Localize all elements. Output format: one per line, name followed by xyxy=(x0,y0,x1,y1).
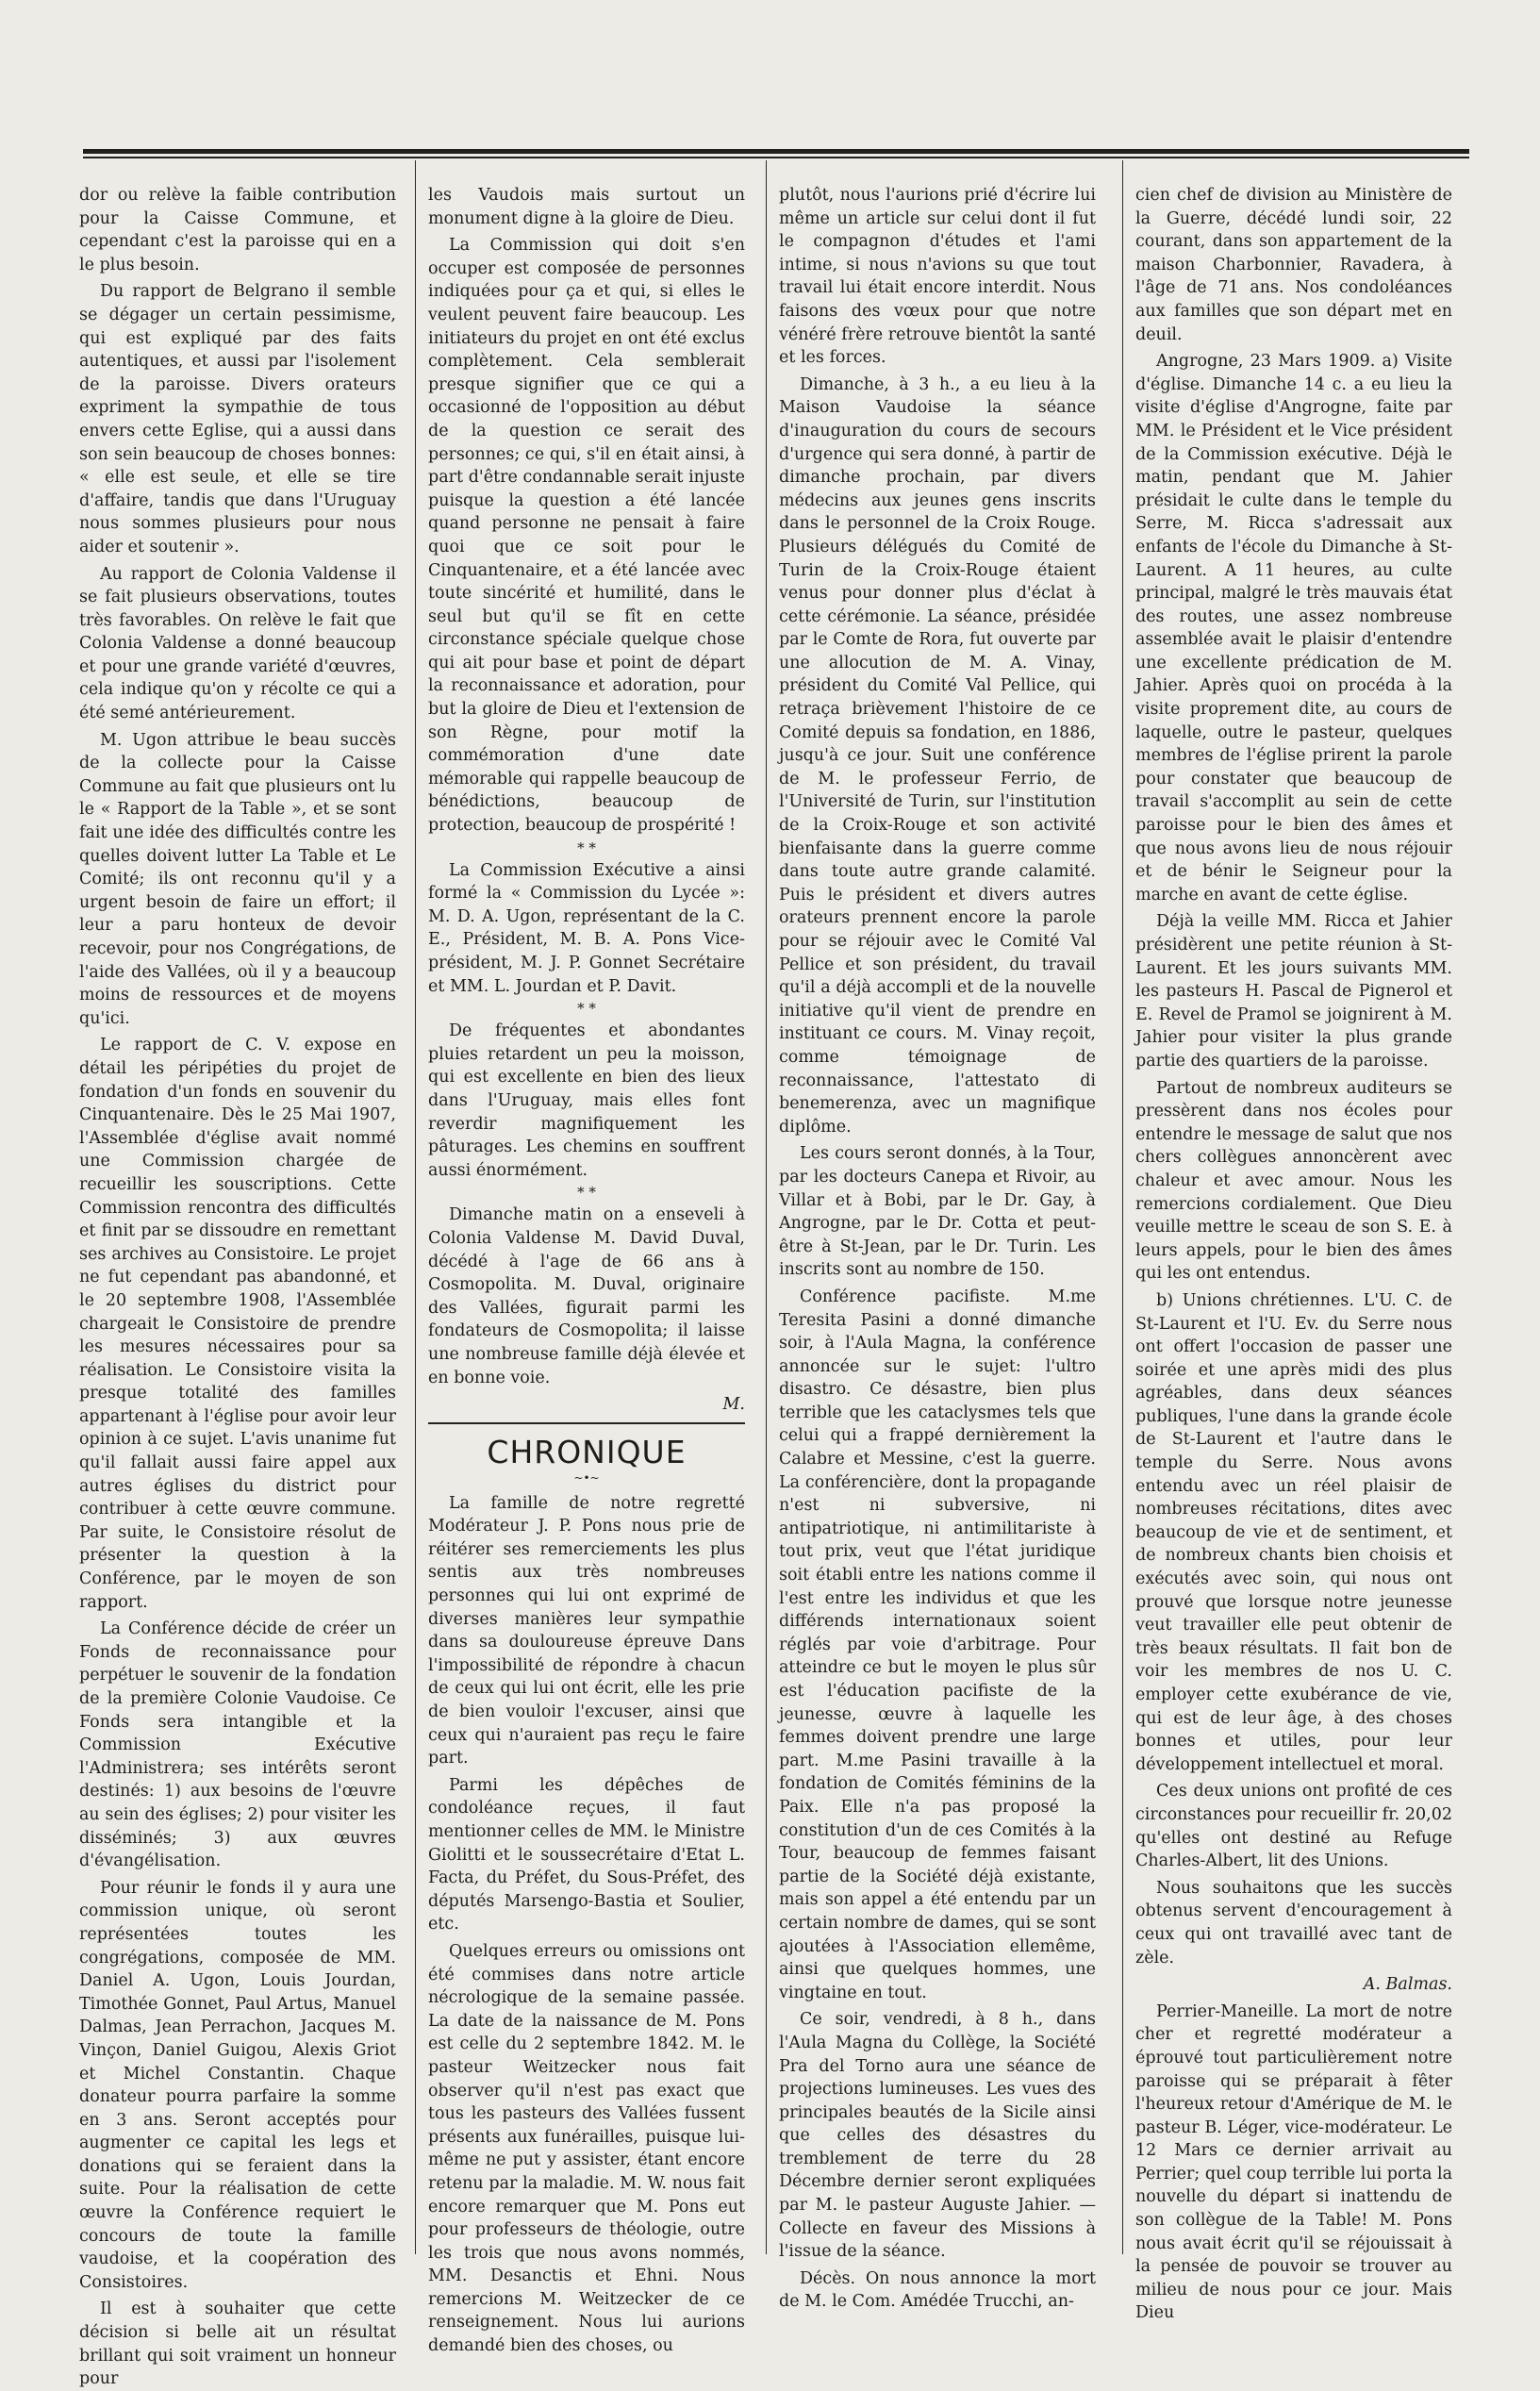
paragraph: De fréquentes et abondantes pluies retardent un peu la moisson, qui est excellente en bien des lieux dans l'Uruguay, mais elles font reverdir magnifiquement les pâturages. Les chemins en souffrent aussi énormément. xyxy=(428,1021,745,1180)
paragraph: Déjà la veille MM. Ricca et Jahier présidèrent une petite réunion à St-Laurent. Et les jours suivants MM. les pasteurs H. Pascal de Pignerol et E. Revel de Pramol se joignirent à M. Jahier pour visiter la plus grande partie des quartiers de la paroisse. xyxy=(1135,912,1452,1071)
section-heading: CHRONIQUE xyxy=(487,1433,687,1470)
paragraph: b) Unions chrétiennes. L'U. C. de St-Laurent et l'U. Ev. du Serre nous ont offert l'occasion de passer une soirée et une après midi des plus agréables, dans deux séances publiques, l'une dans la grande école de St-Laurent et l'autre dans le temple du Serre. Nous avons entendu avec un réel plaisir de nombreuses récitations, dites avec beaucoup de vie et de sentiment, et de nombreux chants bien choisis et exécutés avec soin, qui nous ont prouvé que lorsque notre jeunesse veut travailler elle peut obtenir de très beaux résultats. Il fait bon de voir les membres de nos U. C. employer cette exubérance de vie, qui est de leur âge, à des choses bonnes et utiles, pour leur développement intellectuel et moral. xyxy=(1135,1290,1452,1774)
separator-stars: * * xyxy=(577,1184,596,1202)
paragraph: Conférence pacifiste. M.me Teresita Pasini a donné dimanche soir, à l'Aula Magna, la conférence annoncée sur le sujet: l'ultro disastro. Ce désastre, bien plus terrible que les cataclysmes tels que celui qui a frappé dernièrement la Calabre et Messine, c'est la guerre. La conférencière, dont la propagande n'est ni subversive, ni antipatriotique, ni antimilitariste à tout prix, veut que l'état juridique soit établi entre les nations comme il l'est entre les individus et que les différends internationaux soient réglés par voie d'arbitrage. Pour atteindre ce but le moyen le plus sûr est l'éducation pacifiste de la jeunesse, œuvre à laquelle les femmes doivent prendre une large part. M.me Pasini travaille à la fondation de Comités féminins de la Paix. Elle n'a pas proposé la constitution d'un de ces Comités à la Tour, beaucoup de femmes faisant partie de la Société déjà existante, mais son appel a été entendu par un certain nombre de dames, qui se sont ajoutées à l'Association ellemême, ainsi que quelques hommes, une vingtaine en tout. xyxy=(779,1287,1096,2002)
paragraph: cien chef de division au Ministère de la Guerre, décédé lundi soir, 22 courant, dans son appartement de la maison Charbonnier, Ravadera, à l'âge de 71 ans. Nos condoléances aux familles que son départ met en deuil. xyxy=(1135,186,1452,344)
paragraph: Parmi les dépêches de condoléance reçues, il faut mentionner celles de MM. le Ministre Giolitti et le soussecrétaire d'Etat L. Facta, du Préfet, du Sous-Préfet, des députés Marsengo-Bastia et Soulier, etc. xyxy=(428,1775,745,1934)
paragraph: M. Ugon attribue le beau succès de la collecte pour la Caisse Commune au fait que plusieurs ont lu le « Rapport de la Table », et se sont fait une idée des difficultés contre les quelles doivent lutter La Table et Le Comité; ils ont reconnu qu'il y a urgent besoin de faire un effort; il leur a paru honteux de devoir recevoir, pour nos Congrégations, de l'aide des Vallées, où il y a beaucoup moins de ressources et de moyens qu'ici. xyxy=(79,730,396,1028)
paragraph: La Conférence décide de créer un Fonds de reconnaissance pour perpétuer le souvenir de la fondation de la première Colonie Vaudoise. Ce Fonds sera intangible et la Commission Exécutive l'Administrera; ses intérêts seront destinés: 1) aux besoins de l'œuvre au sein des églises; 2) pour visiter les disséminés; 3) aux œuvres d'évangélisation. xyxy=(79,1619,396,1871)
separator-stars: * * xyxy=(577,839,596,856)
paragraph: Perrier-Maneille. La mort de notre cher et regretté modérateur a éprouvé tout particulièrement notre paroisse qui se préparait à fêter l'heureux retour d'Amérique de M. le pasteur B. Léger, vice-modérateur. Le 12 Mars ce dernier arrivait au Perrier; quel coup terrible lui porta la nouvelle du départ si inattendu de son collègue de la Table! M. Pons nous avait écrit qu'il se réjouissait à la pensée de pouvoir se trouver au milieu de nous pour ce jour. Mais Dieu xyxy=(1135,2001,1452,2323)
paragraph: Les cours seront donnés, à la Tour, par les docteurs Canepa et Rivoir, au Villar et à Bobi, par le Dr. Gay, à Angrogne, par le Dr. Cotta et peut-être à St-Jean, par le Dr. Turin. Les inscrits sont au nombre de 150. xyxy=(779,1144,1096,1280)
paragraph: les Vaudois mais surtout un monument digne à la gloire de Dieu. xyxy=(428,186,745,228)
paragraph: Il est à souhaiter que cette décision si belle ait un résultat brillant qui soit vraiment un honneur pour xyxy=(79,2300,396,2389)
paragraph: Dimanche matin on a enseveli à Colonia Valdense M. David Duval, décédé à l'age de 66 ans à Cosmopolita. M. Duval, originaire des Vallées, figurait parmi les fondateurs de Cosmopolita; il laisse une nombreuse famille déjà élevée et en bonne voie. xyxy=(428,1205,745,1387)
top-rule xyxy=(83,149,1469,154)
signature: A. Balmas. xyxy=(1363,1975,1452,1995)
heading-flourish: ~•~ xyxy=(573,1470,600,1485)
paragraph: Du rapport de Belgrano il semble se dégager un certain pessimisme, qui est expliqué par des faits autentiques, et aussi par l'isolement de la paroisse. Divers orateurs expriment la sympathie de tous envers cette Eglise, qui a aussi dans son sein beaucoup de choses bonnes: « elle est seule, et elle se tire d'affaire, tandis que dans l'Uruguay nous sommes plusieurs pour nous aider et soutenir ». xyxy=(79,282,396,556)
section-rule xyxy=(428,1422,745,1424)
paragraph: Ce soir, vendredi, à 8 h., dans l'Aula Magna du Collège, la Société Pra del Torno aura une séance de projections lumineuses. Les vues des principales beautés de la Sicile ainsi que celles des désastres du tremblement de terre du 28 Décembre dernier seront expliquées par M. le pasteur Auguste Jahier. — Collecte en faveur des Missions à l'issue de la séance. xyxy=(779,2010,1096,2262)
paragraph: Décès. On nous annonce la mort de M. le Com. Amédée Trucchi, an- xyxy=(779,2268,1096,2312)
column-2 xyxy=(428,184,745,2356)
paragraph: Pour réunir le fonds il y aura une commission unique, où seront représentées toutes les congrégations, composée de MM. Daniel A. Ugon, Louis Jourdan, Timothée Gonnet, Paul Artus, Manuel Dalmas, Jean Perrachon, Jacques M. Vinçon, Daniel Guigou, Alexis Griot et Michel Constantin. Chaque donateur pourra parfaire la somme en 3 ans. Seront acceptés pour augmenter ce capital les legs et donations qui se feraient dans la suite. Pour la réalisation de cette œuvre la Conférence requiert le concours de toute la famille vaudoise, et la coopération des Consistoires. xyxy=(79,1878,396,2292)
column-3 xyxy=(779,184,1096,2312)
column-rule xyxy=(415,160,416,2254)
column-4 xyxy=(1135,184,1452,2323)
separator-stars: * * xyxy=(577,1000,596,1018)
paragraph: plutôt, nous l'aurions prié d'écrire lui même un article sur celui dont il fut le compagnon d'études et l'ami intime, si nous n'avions su que tout travail lui était encore interdit. Nous faisons des vœux pour que notre vénéré frère retrouve bientôt la santé et les forces. xyxy=(779,186,1096,368)
column-rule xyxy=(766,160,767,2254)
paragraph: La Commission Exécutive a ainsi formé la « Commission du Lycée »: M. D. A. Ugon, représentant de la C. E., Président, M. B. A. Pons Vice-président, M. J. P. Gonnet Secrétaire et MM. L. Jourdan et P. Davit. xyxy=(428,860,745,996)
column-1 xyxy=(79,184,396,2389)
paragraph: La famille de notre regretté Modérateur J. P. Pons nous prie de réitérer ses remerciements les plus sentis aux très nombreuses personnes qui lui ont exprimé de diverses manières leur sympathie dans sa douloureuse épreuve Dans l'impossibilité de répondre à chacun de ceux qui lui ont écrit, elle les prie de bien vouloir l'excuser, ainsi que ceux qui n'auraient pas reçu le faire part. xyxy=(428,1493,745,1768)
paragraph: Angrogne, 23 Mars 1909. a) Visite d'église. Dimanche 14 c. a eu lieu la visite d'église d'Angrogne, faite par MM. le Président et le Vice président de la Commission exécutive. Déjà le matin, pendant que M. Jahier présidait le culte dans le temple du Serre, M. Ricca s'adressait aux enfants de l'école du Dimanche à St-Laurent. A 11 heures, au culte principal, malgré le très mauvais état des routes, une assez nombreuse assemblée avait le plaisir d'entendre une excellente prédication de M. Jahier. Après quoi on procéda à la visite proprement dite, au cours de laquelle, outre le pasteur, quelques membres de l'église prirent la parole pour constater que beaucoup de travail s'accomplit au sein de cette paroisse pour le bien des âmes et que nous avons lieu de nous réjouir et de bénir le Seigneur pour la marche en avant de cette église. xyxy=(1135,352,1452,905)
paragraph: Ces deux unions ont profité de ces circonstances pour recueillir fr. 20,02 qu'elles ont destiné au Refuge Charles-Albert, lit des Unions. xyxy=(1135,1782,1452,1871)
chronique-heading-block xyxy=(428,1434,745,1485)
paragraph: Au rapport de Colonia Valdense il se fait plusieurs observations, toutes très favorables. On relève le fait que Colonia Valdense a donné beaucoup et pour une grande variété d'œuvres, cela indique qu'on y récolte ce qui a été semé antérieurement. xyxy=(79,564,396,723)
paragraph: Le rapport de C. V. expose en détail les péripéties du projet de fondation d'un fonds en souvenir du Cinquantenaire. Dès le 25 Mai 1907, l'Assemblée d'église avait nommé une Commission chargée de recueillir les souscriptions. Cette Commission rencontra des difficultés et finit par se dissoudre en remettant ses archives au Consistoire. Le projet ne fut cependant pas abandonné, et le 20 septembre 1908, l'Assemblée chargeait le Consistoire de prendre les mesures nécessaires pour sa réalisation. Le Consistoire visita la presque totalité des familles appartenant à l'église pour avoir leur opinion à ce sujet. L'avis unanime fut qu'il fallait aussi faire appel aux autres églises du district pour contribuer à cette œuvre commune. Par suite, le Consistoire résolut de présenter la question à la Conférence, par le moyen de son rapport. xyxy=(79,1036,396,1612)
paragraph: dor ou relève la faible contribution pour la Caisse Commune, et cependant c'est la paroisse qui en a le plus besoin. xyxy=(79,186,396,274)
paragraph: La Commission qui doit s'en occuper est composée de personnes indiquées pour ça et qui, si elles le veulent peuvent faire beaucoup. Les initiateurs du projet en ont été exclus complètement. Cela semblerait presque signifier que ce qui a occasionné de l'opposition au début de la question ce serait des personnes; ce qui, s'il en était ainsi, à part d'être condannable serait injuste puisque la question a été lancée quand personne ne pensait à faire quoi que ce soit pour le Cinquantenaire, et a été lancée avec toute sincérité et humilité, dans le seul but qu'il se fît en cette circonstance spéciale quelque chose qui ait pour base et point de départ la reconnaissance et adoration, pour but la gloire de Dieu et l'extension de son Règne, pour motif la commémoration d'une date mémorable qui rappelle beaucoup de bénédictions, beaucoup de protection, beaucoup de prospérité ! xyxy=(428,236,745,836)
top-rule-thin xyxy=(83,157,1469,158)
signature: M. xyxy=(722,1395,745,1415)
paragraph: Nous souhaitons que les succès obtenus servent d'encouragement à ceux qui ont travaillé avec tant de zèle. xyxy=(1135,1878,1452,1968)
paragraph: Dimanche, à 3 h., a eu lieu à la Maison Vaudoise la séance d'inauguration du cours de secours d'urgence qui sera donné, à partir de dimanche prochain, par divers médecins aux jeunes gens inscrits dans le personnel de la Croix Rouge. Plusieurs délégués du Comité de Turin de la Croix-Rouge étaient venus pour donner plus d'éclat à cette cérémonie. La séance, présidée par le Comte de Rora, fut ouverte par une allocution de M. A. Vinay, président du Comité Val Pellice, qui retraça brièvement l'histoire de ce Comité depuis sa fondation, en 1886, jusqu'à ce jour. Suit une conférence de M. le professeur Ferrio, de l'Université de Turin, sur l'institution de la Croix-Rouge et son activité bienfaisante dans la guerre comme dans toute autre grande calamité. Puis le président et divers autres orateurs prennent encore la parole pour se réjouir avec le Comité Val Pellice et son président, du travail qu'il a déjà accompli et de la nouvelle initiative qu'il vient de prendre en instituant ce cours. M. Vinay reçoit, comme témoignage de reconnaissance, l'attestato di benemerenza, avec un magnifique diplôme. xyxy=(779,374,1096,1137)
column-rule xyxy=(1122,160,1123,2254)
paragraph: Quelques erreurs ou omissions ont été commises dans notre article nécrologique de la semaine passée. La date de la naissance de M. Pons est celle du 2 septembre 1842. M. le pasteur Weitzecker nous fait observer qu'il n'est pas exact que tous les pasteurs des Vallées fussent présents aux funérailles, puisque lui-même ne put y assister, étant encore retenu par la maladie. M. W. nous fait encore remarquer que M. Pons eut pour professeurs de théologie, outre les trois que nous avons nommés, MM. Desanctis et Ehni. Nous remercions M. Weitzecker de ce renseignement. Nous lui aurions demandé bien des choses, ou xyxy=(428,1941,745,2356)
paragraph: Partout de nombreux auditeurs se pressèrent dans nos écoles pour entendre le message de salut que nos chers collègues annoncèrent avec chaleur et avec amour. Nous les remercions cordialement. Que Dieu veuille mettre le sceau de son S. E. à leurs appels, pour le bien des âmes qui les ont entendus. xyxy=(1135,1078,1452,1284)
